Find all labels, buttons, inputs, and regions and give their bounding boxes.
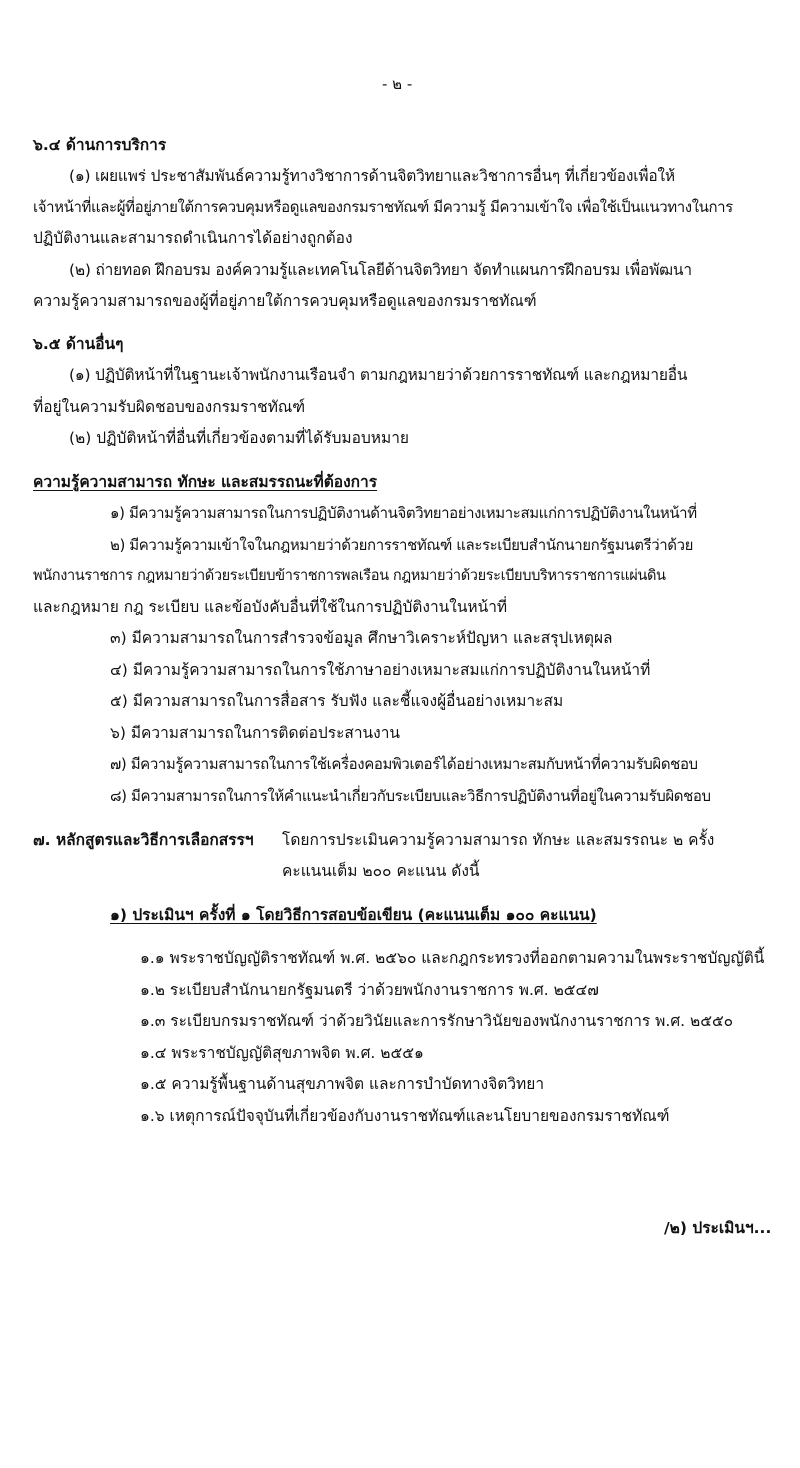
selection-intro-line-2: คะแนนเต็ม ๒๐๐ คะแนน ดังนี้ <box>282 862 480 880</box>
section-heading-selection: ๗. หลักสูตรและวิธีการเลือกสรรฯ <box>33 831 254 849</box>
competency-item-1: ๑) มีความรู้ความสามารถในการปฏิบัติงานด้านจิตวิทยาอย่างเหมาะสมแก่การปฏิบัติงานในหน้าที่ <box>110 504 697 522</box>
competency-item-3: ๓) มีความสามารถในการสำรวจข้อมูล ศึกษาวิเคราะห์ปัญหา และสรุปเหตุผล <box>110 629 613 647</box>
exam-topic-6: ๑.๖ เหตุการณ์ปัจจุบันที่เกี่ยวข้องกับงานราชทัณฑ์และนโยบายของกรมราชทัณฑ์ <box>140 1107 670 1125</box>
section-heading-competency: ความรู้ความสามารถ ทักษะ และสมรรถนะที่ต้องการ <box>33 473 378 491</box>
service-item-1-line-1: (๑) เผยแพร่ ประชาสัมพันธ์ความรู้ทางวิชาการด้านจิตวิทยาและวิชาการอื่นๆ ที่เกี่ยวข้องเพื่อให้ <box>69 167 675 185</box>
selection-intro-line-1: โดยการประเมินความรู้ความสามารถ ทักษะ และสมรรถนะ ๒ ครั้ง <box>282 831 715 849</box>
competency-item-2-line-3: และกฎหมาย กฎ ระเบียบ และข้อบังคับอื่นที่ใช้ในการปฏิบัติงานในหน้าที่ <box>33 598 508 616</box>
competency-item-5: ๕) มีความสามารถในการสื่อสาร รับฟัง และชี้แจงผู้อื่นอย่างเหมาะสม <box>110 692 564 710</box>
competency-item-8: ๘) มีความสามารถในการให้คำแนะนำเกี่ยวกับระเบียบและวิธีการปฏิบัติงานที่อยู่ในความรับผิดชอบ <box>110 787 711 805</box>
exam-topic-3: ๑.๓ ระเบียบกรมราชทัณฑ์ ว่าด้วยวินัยและการรักษาวินัยของพนักงานราชการ พ.ศ. ๒๕๕๐ <box>140 1012 734 1030</box>
other-item-2: (๒) ปฏิบัติหน้าที่อื่นที่เกี่ยวข้องตามที่ได้รับมอบหมาย <box>69 429 410 447</box>
other-item-1-line-1: (๑) ปฏิบัติหน้าที่ในฐานะเจ้าพนักงานเรือนจำ ตามกฎหมายว่าด้วยการราชทัณฑ์ และกฎหมายอื่น <box>69 366 688 384</box>
exam-topic-2: ๑.๒ ระเบียบสำนักนายกรัฐมนตรี ว่าด้วยพนักงานราชการ พ.ศ. ๒๕๔๗ <box>140 981 599 999</box>
competency-item-2-line-2: พนักงานราชการ กฎหมายว่าด้วยระเบียบข้าราชการพลเรือน กฎหมายว่าด้วยระเบียบบริหารราชการแผ่นดิน <box>33 567 666 584</box>
competency-item-2-line-1: ๒) มีความรู้ความเข้าใจในกฎหมายว่าด้วยการราชทัณฑ์ และระเบียบสำนักนายกรัฐมนตรีว่าด้วย <box>110 536 693 554</box>
exam-topic-4: ๑.๔ พระราชบัญญัติสุขภาพจิต พ.ศ. ๒๕๕๑ <box>140 1044 424 1062</box>
section-heading-other: ๖.๕ ด้านอื่นๆ <box>33 335 124 353</box>
service-item-1-line-2: เจ้าหน้าที่และผู้ที่อยู่ภายใต้การควบคุมหรือดูแลของกรมราชทัณฑ์ มีความรู้ มีความเข้าใจ เพื่อใช้เป็นแนวทางในการ <box>33 198 733 216</box>
section-heading-service: ๖.๔ ด้านการบริการ <box>33 136 167 154</box>
service-item-2-line-2: ความรู้ความสามารถของผู้ที่อยู่ภายใต้การควบคุมหรือดูแลของกรมราชทัณฑ์ <box>33 292 537 310</box>
exam-topic-5: ๑.๕ ความรู้พื้นฐานด้านสุขภาพจิต และการบำบัดทางจิตวิทยา <box>140 1075 545 1093</box>
assessment-1-heading: ๑) ประเมินฯ ครั้งที่ ๑ โดยวิธีการสอบข้อเขียน (คะแนนเต็ม ๑๐๐ คะแนน) <box>110 906 597 924</box>
competency-item-4: ๔) มีความรู้ความสามารถในการใช้ภาษาอย่างเหมาะสมแก่การปฏิบัติงานในหน้าที่ <box>110 661 651 679</box>
competency-item-7: ๗) มีความรู้ความสามารถในการใช้เครื่องคอมพิวเตอร์ได้อย่างเหมาะสมกับหน้าที่ความรับผิดชอบ <box>110 755 698 773</box>
exam-topic-1: ๑.๑ พระราชบัญญัติราชทัณฑ์ พ.ศ. ๒๕๖๐ และกฎกระทรวงที่ออกตามความในพระราชบัญญัตินี้ <box>140 949 765 967</box>
other-item-1-line-2: ที่อยู่ในความรับผิดชอบของกรมราชทัณฑ์ <box>33 398 306 416</box>
service-item-2-line-1: (๒) ถ่ายทอด ฝึกอบรม องค์ความรู้และเทคโนโลยีด้านจิตวิทยา จัดทำแผนการฝึกอบรม เพื่อพัฒนา <box>69 261 692 279</box>
service-item-1-line-3: ปฏิบัติงานและสามารถดำเนินการได้อย่างถูกต้อง <box>33 229 353 247</box>
page-number: - ๒ - <box>382 75 413 93</box>
continuation-marker: /๒) ประเมินฯ... <box>664 1219 772 1237</box>
competency-item-6: ๖) มีความสามารถในการติดต่อประสานงาน <box>110 724 401 742</box>
